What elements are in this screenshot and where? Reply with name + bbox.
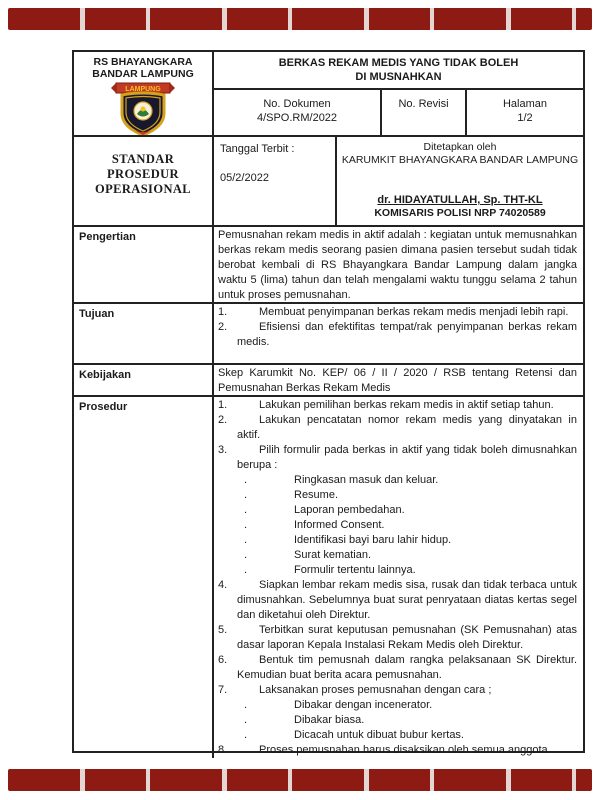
spo-line1: STANDAR (111, 151, 175, 166)
item-number: 2. (218, 321, 228, 333)
bottom-binding-bar (8, 769, 592, 791)
list-subitem (218, 728, 577, 743)
list-item (218, 653, 577, 683)
item-text: Terbitkan surat keputusan pemusnahan (SK Pemusnahan) atas dasar laporan Kepala Instalasi Rekam Medis oleh Direktur. (237, 624, 577, 651)
signer-name: dr. HIDAYATULLAH, Sp. THT-KL (377, 194, 543, 206)
spo-line2: PROSEDUR (107, 166, 179, 181)
pengertian-content (214, 227, 583, 302)
list-item (218, 683, 577, 698)
item-text: Proses pemusnahan harus disaksikan oleh semua anggota (259, 744, 548, 756)
kebijakan-label: Kebijakan (74, 365, 214, 395)
page-number-label: Halaman (502, 98, 548, 110)
subitem-text: Surat kematian. (294, 549, 372, 561)
item-number: 3. (218, 444, 228, 456)
item-text: Siapkan lembar rekam medis sisa, rusak dan tidak terbaca untuk dimusnahkan. Sebelumnya buat surat penryataan diatas kertas segel dan diketahui oleh Direktur. (237, 579, 577, 621)
kebijakan-row (74, 365, 583, 397)
list-item (218, 578, 577, 623)
approval-authority: KARUMKIT BHAYANGKARA BANDAR LAMPUNG (341, 154, 579, 166)
docinfo-row (214, 90, 583, 135)
spo-title-cell (74, 137, 214, 225)
item-text: Bentuk tim pemusnah dalam rangka pelaksanaan SK Direktur. Kemudian buat berita acara pemusnahan. (237, 654, 577, 681)
subitem-bullet: . (244, 549, 248, 561)
subitem-bullet: . (244, 699, 248, 711)
subitem-bullet: . (244, 564, 248, 576)
issue-date-label: Tanggal Terbit : (220, 143, 295, 155)
hospital-name-line1: RS BHAYANGKARA (93, 56, 193, 68)
subitem-text: Dicacah untuk dibuat bubur kertas. (294, 729, 464, 741)
list-subitem (218, 713, 577, 728)
subitem-bullet: . (244, 474, 248, 486)
signature-space (341, 167, 579, 194)
title-and-docinfo (214, 52, 583, 135)
subitem-bullet: . (244, 519, 248, 531)
doc-number-cell (214, 90, 382, 135)
doc-number-value: 4/SPO.RM/2022 (256, 112, 338, 124)
subitem-text: Formulir tertentu lainnya. (294, 564, 416, 576)
list-item (218, 398, 577, 413)
subitem-bullet: . (244, 504, 248, 516)
list-item (218, 305, 577, 320)
item-text: Pilih formulir pada berkas in aktif yang tidak boleh dimusnahkan berupa : (237, 444, 577, 471)
prosedur-content (214, 397, 583, 758)
item-text: Lakukan pemilihan berkas rekam medis in aktif setiap tahun. (259, 399, 554, 411)
subitem-text: Informed Consent. (294, 519, 385, 531)
list-item (218, 320, 577, 350)
subitem-text: Dibakar dengan incenerator. (294, 699, 433, 711)
spo-line3: OPERASIONAL (94, 181, 192, 196)
list-subitem (218, 533, 577, 548)
svg-text:LAMPUNG: LAMPUNG (125, 86, 161, 93)
document-title-line2: DI MUSNAHKAN (355, 71, 442, 83)
approval-label: Ditetapkan oleh (423, 141, 497, 153)
revision-cell (382, 90, 467, 135)
revision-label: No. Revisi (398, 98, 449, 110)
item-text: Membuat penyimpanan berkas rekam medis menjadi lebih rapi. (259, 306, 569, 318)
item-number: 1. (218, 306, 228, 318)
item-number: 4. (218, 579, 228, 591)
hospital-name-line2: BANDAR LAMPUNG (92, 68, 194, 80)
subitem-bullet: . (244, 489, 248, 501)
item-text: Lakukan pencatatan nomor rekam medis yang dinyatakan in aktif. (237, 414, 577, 441)
document-title-line1: BERKAS REKAM MEDIS YANG TIDAK BOLEH (278, 57, 519, 69)
list-subitem (218, 698, 577, 713)
document-title (214, 52, 583, 90)
subitem-bullet: . (244, 714, 248, 726)
list-item (218, 743, 577, 758)
sop-table (72, 50, 585, 756)
list-item (218, 413, 577, 443)
item-text: Laksanakan proses pemusnahan dengan cara ; (259, 684, 492, 696)
header-row (74, 52, 583, 137)
subitem-text: Ringkasan masuk dan keluar. (294, 474, 439, 486)
list-subitem (218, 473, 577, 488)
list-subitem (218, 503, 577, 518)
pengertian-label: Pengertian (74, 227, 214, 302)
list-subitem (218, 518, 577, 533)
spo-row (74, 137, 583, 227)
subitem-text: Resume. (294, 489, 339, 501)
item-number: 2. (218, 414, 228, 426)
page-number-value: 1/2 (517, 112, 533, 124)
signer-rank: KOMISARIS POLISI NRP 74020589 (374, 207, 546, 219)
item-number: 7. (218, 684, 228, 696)
tujuan-row (74, 304, 583, 365)
list-subitem (218, 488, 577, 503)
list-subitem (218, 563, 577, 578)
pengertian-row (74, 227, 583, 304)
item-text: Efisiensi dan efektifitas tempat/rak penyimpanan berkas rekam medis. (237, 321, 577, 348)
prosedur-label: Prosedur (74, 397, 214, 758)
hospital-identity-cell (74, 52, 214, 135)
item-number: 5. (218, 624, 228, 636)
doc-number-label: No. Dokumen (263, 98, 331, 110)
subitem-text: Dibakar biasa. (294, 714, 365, 726)
item-number: 8. (218, 744, 228, 756)
tujuan-label: Tujuan (74, 304, 214, 363)
subitem-bullet: . (244, 729, 248, 741)
approval-cell (337, 137, 583, 225)
item-number: 1. (218, 399, 228, 411)
tujuan-content (214, 304, 583, 363)
top-binding-bar (8, 8, 592, 30)
police-shield-logo-icon (110, 81, 176, 135)
pengertian-text: Pemusnahan rekam medis in aktif adalah : kegiatan untuk memusnahkan berkas rekam medis seorang pasien dimana pasien tersebut sudah tidak berobat kembali di RS Bhayangkara Bandar Lampung dalam jangka waktu 5 (lima) tahun dan telah mengalami waktu tunggu selama 2 tahun untuk proses pemusnahan. (218, 229, 577, 301)
prosedur-row (74, 397, 583, 758)
list-subitem (218, 548, 577, 563)
page-number-cell (467, 90, 583, 135)
subitem-bullet: . (244, 534, 248, 546)
kebijakan-content (214, 365, 583, 395)
issue-date-cell (214, 137, 337, 225)
list-item (218, 623, 577, 653)
subitem-text: Identifikasi bayi baru lahir hidup. (294, 534, 452, 546)
subitem-text: Laporan pembedahan. (294, 504, 405, 516)
kebijakan-text: Skep Karumkit No. KEP/ 06 / II / 2020 / RSB tentang Retensi dan Pemusnahan Berkas Rekam Medis (218, 367, 577, 394)
issue-date-value: 05/2/2022 (220, 172, 269, 184)
item-number: 6. (218, 654, 228, 666)
list-item (218, 443, 577, 473)
